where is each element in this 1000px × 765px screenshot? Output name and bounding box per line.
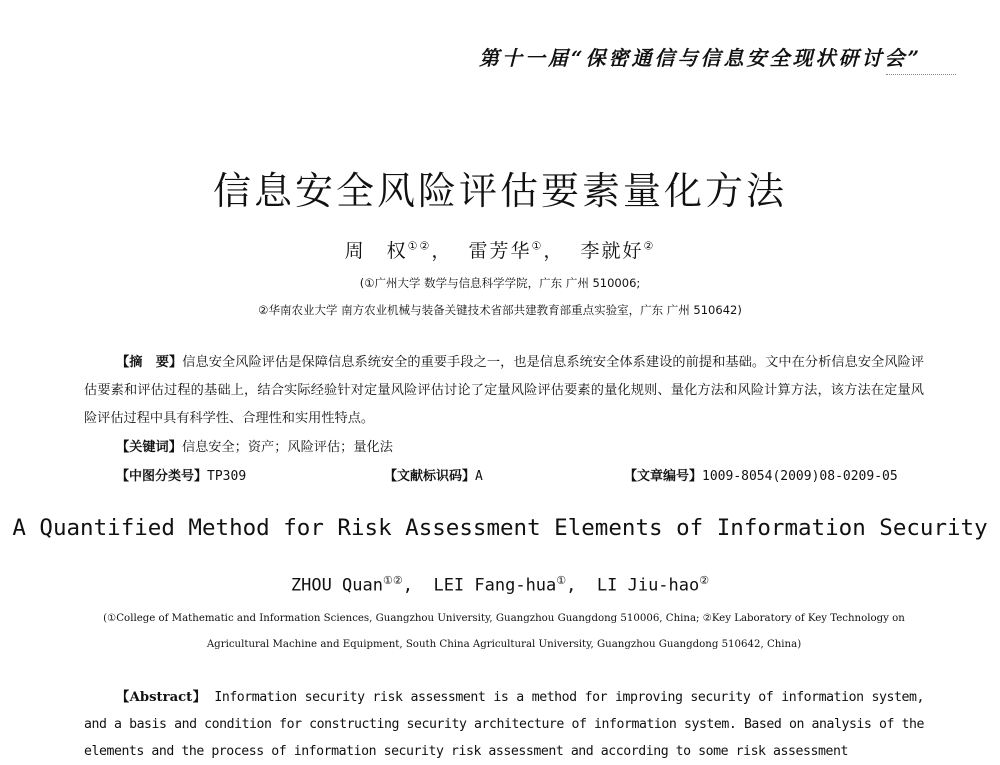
abstract-en-text: Information security risk assessment is a method for improving security of information system, and a basis and condition for constructing security architecture of information system. Based on analysis of the elements and the process of information security risk assessment and according to some risk assessment [84, 690, 924, 759]
author-affil-mark: ① [556, 574, 567, 587]
article-number-label: 【文章编号】 [624, 469, 703, 484]
paper-title-en: A Quantified Method for Risk Assessment Elements of Information Security [12, 515, 988, 541]
author-name: 李就好 [580, 240, 644, 262]
authors-cn [0, 236, 1000, 263]
keywords-text: 信息安全；资产；风险评估；量化法 [181, 440, 393, 455]
clc-cell [116, 465, 246, 484]
doc-code-label: 【文献标识码】 [384, 469, 476, 484]
author-separator: ， [431, 240, 453, 262]
author-name-en: LEI Fang-hua [433, 575, 557, 596]
article-number-cell [624, 465, 898, 484]
abstract-en [84, 684, 924, 765]
abstract-cn-label: 【摘 要】 [116, 355, 183, 370]
authors-en [0, 574, 1000, 596]
doc-code-value: A [475, 469, 483, 484]
author-affil-mark: ①② [407, 239, 432, 253]
affiliations-en: (①College of Mathematic and Information Sciences, Guangzhou University, Guangzhou Guangdong 510006, China; ②Key Laboratory of Key Technology on Agricultural Machine and Equipment, South China Agricultural University, Guangzhou Guangdong 510642, China) [103, 613, 905, 650]
keywords-cn [116, 436, 393, 455]
clc-label: 【中图分类号】 [116, 469, 208, 484]
header-rule [886, 74, 956, 75]
author-name-en: ZHOU Quan [290, 575, 383, 596]
author-affil-mark: ①② [382, 574, 403, 587]
author-affil-mark: ② [643, 239, 656, 253]
doc-code-cell [384, 465, 483, 484]
author-name: 雷芳华 [468, 240, 532, 262]
abstract-cn [84, 349, 924, 433]
keywords-label: 【关键词】 [116, 440, 182, 455]
clc-value: TP309 [207, 469, 247, 484]
affiliation-cn-1: (①广州大学 数学与信息科学学院，广东 广州 510006; [359, 276, 641, 290]
author-affil-mark: ② [699, 574, 710, 587]
author-name-en: LI Jiu-hao [596, 575, 700, 596]
paper-title-cn: 信息安全风险评估要素量化方法 [212, 169, 787, 213]
affiliation-cn-2: ②华南农业大学 南方农业机械与装备关键技术省部共建教育部重点实验室，广东 广州 510642) [258, 303, 742, 317]
author-separator: , [402, 575, 413, 596]
author-separator: , [566, 575, 577, 596]
author-affil-mark: ① [531, 239, 544, 253]
conference-header: 第十一届“保密通信与信息安全现状研讨会” [478, 46, 922, 70]
abstract-cn-text: 信息安全风险评估是保障信息系统安全的重要手段之一，也是信息系统安全体系建设的前提和基础。文中在分析信息安全风险评估要素和评估过程的基础上，结合实际经验针对定量风险评估讨论了定量风险评估要素的量化规则、量化方法和风险计算方法，该方法在定量风险评估过程中具有科学性、合理性和实用性特点。 [84, 355, 924, 426]
author-name: 周 权 [344, 240, 408, 262]
author-separator: ， [543, 240, 565, 262]
abstract-en-label: 【Abstract】 [116, 690, 207, 705]
article-number-value: 1009-8054(2009)08-0209-05 [702, 469, 898, 484]
